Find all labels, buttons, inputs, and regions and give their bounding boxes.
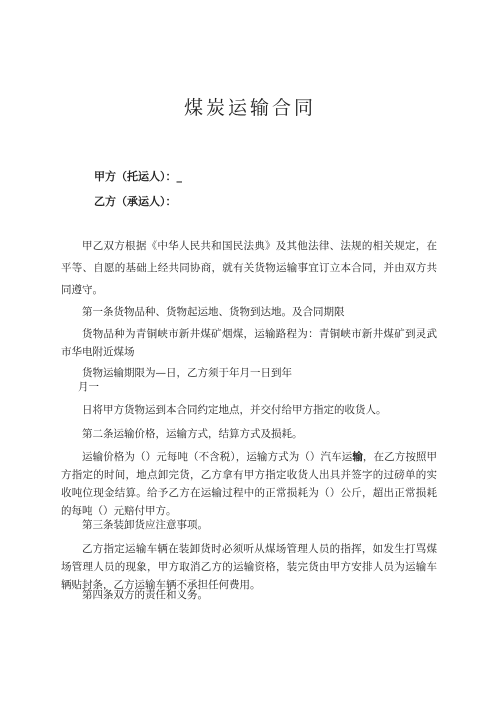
article-3-title: 第三条装卸货应注意事项。	[82, 519, 208, 531]
intro-paragraph: 甲乙双方根据《中华人民共和国民法典》及其他法律、法规的相关规定，在平等、自愿的基础上经共同协商，就有关货物运输事宜订立本合同，并由双方共同遵守。	[61, 240, 437, 296]
party-b-line: 乙方（承运人）：	[94, 195, 177, 208]
article-2-body-text-b: ，在乙方按照甲方指定的时间，地点卸完货，乙方拿有甲方指定收货人出具并签字的过磅单的实收吨位现金结算。给予乙方在运输过程中的正常损耗为（）公斤，超出正常损耗的每吨（）元赔付甲方。	[61, 451, 438, 517]
article-2-body-text-a: 运输价格为（）元每吨（不含税），运输方式为（）汽车运	[82, 451, 353, 463]
article-3-body: 乙方指定运输车辆在装卸货时必须听从煤场管理人员的指挥，如发生打骂煤场管理人员的现象，甲方取消乙方的运输资格，装完货由甲方安排人员为运输车辆贴封条，乙方运输车辆不承担任何费用。	[61, 543, 437, 591]
party-a-line: 甲方（托运人）：_	[94, 170, 182, 183]
article-1-period-line1: 货物运输期限为—日，乙方须于年月一日到年	[82, 367, 292, 379]
article-2-title: 第二条运输价格，运输方式，结算方式及损耗。	[82, 428, 303, 440]
article-4-title: 第四条双方的责任和义务。	[82, 589, 208, 601]
article-1-period-line3: 日将甲方货物运到本合同约定地点，并交付给甲方指定的收货人。	[82, 404, 387, 416]
document-title: 煤炭运输合同	[183, 97, 316, 119]
article-2-body	[61, 448, 437, 520]
article-1-goods: 货物品种为青铜峡市新井煤矿烟煤，运输路程为：青铜峡市新井煤矿到灵武市华电附近煤场	[61, 328, 437, 358]
article-2-body-bold: 输	[352, 451, 363, 463]
article-1-period-line2: 月一	[78, 381, 99, 393]
article-1-title: 第一条货物品种、货物起运地、货物到达地。及合同期限	[82, 306, 345, 318]
